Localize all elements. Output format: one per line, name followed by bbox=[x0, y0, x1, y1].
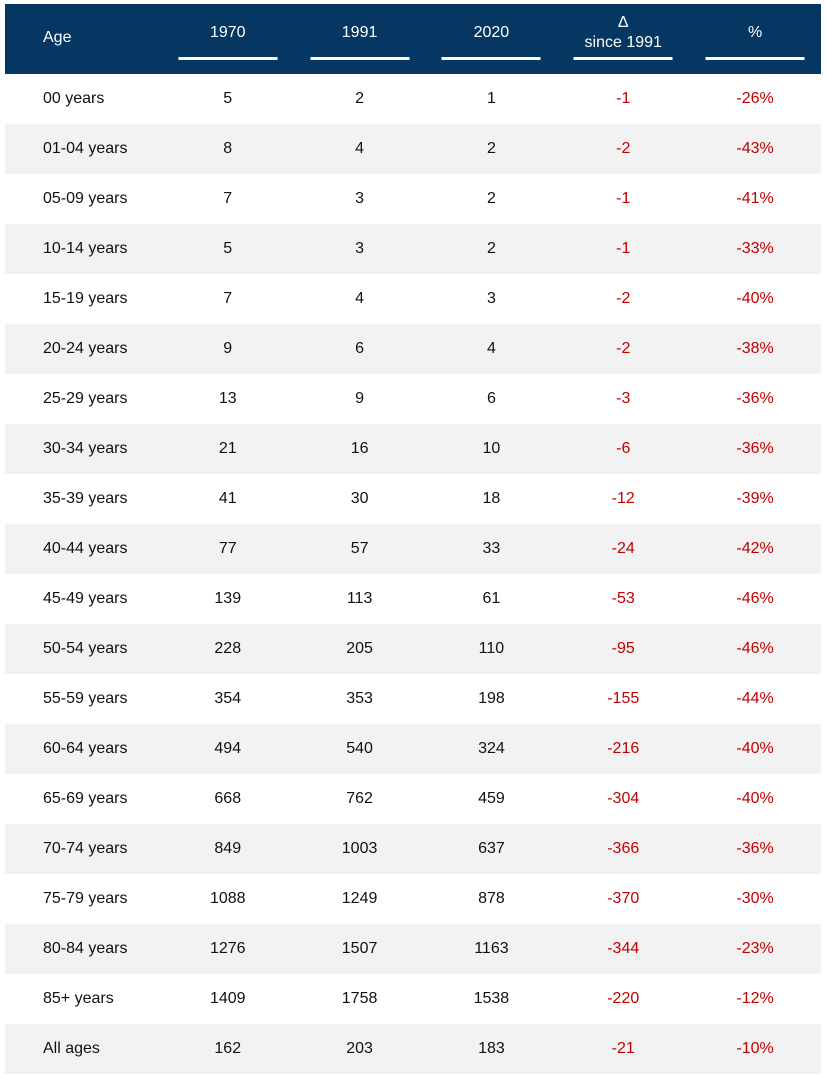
cell-percent: -36% bbox=[736, 840, 774, 857]
cell-1970: 228 bbox=[214, 640, 242, 657]
cell-delta: -53 bbox=[611, 590, 635, 607]
cell-1991: 2 bbox=[355, 90, 365, 107]
cell-age: 80-84 years bbox=[43, 940, 128, 957]
cell-delta: -155 bbox=[607, 690, 640, 707]
cell-percent: -40% bbox=[736, 790, 774, 807]
delta-symbol: Δ bbox=[617, 14, 629, 31]
cell-1991: 3 bbox=[355, 190, 365, 207]
cell-2020: 1163 bbox=[474, 940, 509, 957]
table-body bbox=[5, 74, 821, 1074]
cell-percent: -10% bbox=[736, 1040, 774, 1057]
cell-1970: 5 bbox=[223, 240, 233, 257]
header-age: Age bbox=[43, 29, 72, 46]
cell-1991: 1507 bbox=[341, 940, 378, 957]
cell-1991: 4 bbox=[355, 140, 365, 157]
table-row bbox=[5, 324, 821, 374]
table-row bbox=[5, 74, 821, 124]
cell-age: 20-24 years bbox=[43, 340, 128, 357]
cell-1991: 353 bbox=[346, 690, 373, 707]
cell-1991: 1003 bbox=[341, 840, 378, 857]
mortality-table bbox=[5, 4, 821, 1074]
cell-1970: 668 bbox=[214, 790, 242, 807]
cell-2020: 6 bbox=[486, 390, 496, 407]
cell-delta: -216 bbox=[607, 740, 640, 757]
cell-percent: -43% bbox=[736, 140, 774, 157]
cell-delta: -1 bbox=[616, 190, 631, 207]
header-2020: 2020 bbox=[426, 4, 558, 74]
cell-delta: -1 bbox=[616, 90, 631, 107]
cell-delta: -6 bbox=[616, 440, 631, 457]
cell-1991: 1249 bbox=[341, 890, 378, 907]
cell-age: 25-29 years bbox=[43, 390, 128, 407]
table-row bbox=[5, 524, 821, 574]
cell-1991: 16 bbox=[350, 440, 369, 457]
cell-2020: 10 bbox=[482, 440, 501, 457]
cell-age: 70-74 years bbox=[43, 840, 128, 857]
cell-2020: 61 bbox=[482, 590, 501, 607]
delta-since-label: since 1991 bbox=[584, 34, 662, 51]
cell-1970: 849 bbox=[214, 840, 242, 857]
cell-1991: 540 bbox=[346, 740, 373, 757]
cell-1970: 1276 bbox=[209, 940, 246, 957]
cell-percent: -41% bbox=[736, 190, 774, 207]
cell-age: 40-44 years bbox=[43, 540, 128, 557]
cell-1991: 1758 bbox=[341, 990, 378, 1007]
table-row bbox=[5, 274, 821, 324]
cell-age: All ages bbox=[43, 1040, 100, 1057]
cell-1991: 6 bbox=[355, 340, 365, 357]
cell-1970: 77 bbox=[218, 540, 237, 557]
table-row bbox=[5, 774, 821, 824]
cell-delta: -2 bbox=[616, 340, 631, 357]
table-row bbox=[5, 824, 821, 874]
cell-2020: 2 bbox=[486, 190, 496, 207]
cell-delta: -370 bbox=[607, 890, 640, 907]
table-row bbox=[5, 424, 821, 474]
cell-percent: -26% bbox=[736, 90, 774, 107]
cell-delta: -2 bbox=[616, 290, 631, 307]
cell-delta: -344 bbox=[607, 940, 640, 957]
table-row bbox=[5, 174, 821, 224]
cell-age: 10-14 years bbox=[43, 240, 128, 257]
cell-age: 55-59 years bbox=[43, 690, 128, 707]
cell-percent: -46% bbox=[736, 590, 774, 607]
cell-percent: -38% bbox=[736, 340, 774, 357]
cell-age: 75-79 years bbox=[43, 890, 128, 907]
cell-1970: 139 bbox=[214, 590, 242, 607]
table-row bbox=[5, 474, 821, 524]
cell-age: 85+ years bbox=[43, 990, 114, 1007]
cell-age: 45-49 years bbox=[43, 590, 128, 607]
cell-2020: 4 bbox=[486, 340, 496, 357]
cell-delta: -24 bbox=[611, 540, 635, 557]
cell-2020: 18 bbox=[482, 490, 501, 507]
cell-delta: -220 bbox=[607, 990, 640, 1007]
cell-1991: 113 bbox=[346, 590, 373, 607]
table-header bbox=[5, 4, 821, 74]
cell-2020: 324 bbox=[478, 740, 505, 757]
cell-1970: 9 bbox=[223, 340, 233, 357]
table-row bbox=[5, 974, 821, 1024]
header-1991: 1991 bbox=[294, 4, 426, 74]
cell-1991: 30 bbox=[350, 490, 369, 507]
cell-1991: 57 bbox=[350, 540, 369, 557]
cell-2020: 878 bbox=[478, 890, 505, 907]
table-row bbox=[5, 1024, 821, 1074]
cell-1970: 41 bbox=[218, 490, 237, 507]
cell-1970: 1088 bbox=[209, 890, 246, 907]
table-row bbox=[5, 374, 821, 424]
cell-1991: 762 bbox=[346, 790, 373, 807]
cell-1970: 8 bbox=[223, 140, 233, 157]
cell-2020: 1538 bbox=[473, 990, 510, 1007]
cell-percent: -40% bbox=[736, 290, 774, 307]
cell-percent: -42% bbox=[736, 540, 774, 557]
cell-1991: 3 bbox=[355, 240, 365, 257]
table-row bbox=[5, 624, 821, 674]
cell-percent: -12% bbox=[736, 990, 774, 1007]
cell-1970: 494 bbox=[214, 740, 242, 757]
cell-percent: -39% bbox=[736, 490, 774, 507]
header-percent: % bbox=[689, 4, 821, 74]
cell-delta: -21 bbox=[611, 1040, 635, 1057]
table-row bbox=[5, 874, 821, 924]
cell-1970: 162 bbox=[214, 1040, 242, 1057]
cell-delta: -366 bbox=[607, 840, 640, 857]
cell-delta: -95 bbox=[611, 640, 635, 657]
table-row bbox=[5, 924, 821, 974]
header-delta bbox=[557, 4, 689, 74]
cell-2020: 2 bbox=[486, 240, 496, 257]
cell-2020: 110 bbox=[478, 640, 505, 657]
cell-1970: 354 bbox=[214, 690, 242, 707]
cell-1970: 21 bbox=[218, 440, 237, 457]
cell-2020: 33 bbox=[482, 540, 501, 557]
cell-2020: 183 bbox=[478, 1040, 505, 1057]
cell-2020: 1 bbox=[486, 90, 496, 107]
cell-1970: 7 bbox=[223, 190, 233, 207]
cell-percent: -36% bbox=[736, 440, 774, 457]
cell-1970: 1409 bbox=[209, 990, 246, 1007]
cell-age: 30-34 years bbox=[43, 440, 128, 457]
cell-percent: -23% bbox=[736, 940, 774, 957]
table-row bbox=[5, 724, 821, 774]
cell-2020: 2 bbox=[486, 140, 496, 157]
table-row bbox=[5, 574, 821, 624]
cell-1970: 5 bbox=[223, 90, 233, 107]
cell-2020: 637 bbox=[478, 840, 505, 857]
cell-1970: 7 bbox=[223, 290, 233, 307]
cell-delta: -12 bbox=[611, 490, 635, 507]
cell-age: 60-64 years bbox=[43, 740, 128, 757]
cell-percent: -44% bbox=[736, 690, 774, 707]
cell-delta: -304 bbox=[607, 790, 640, 807]
header-1970: 1970 bbox=[162, 4, 294, 74]
cell-percent: -33% bbox=[736, 240, 774, 257]
cell-delta: -2 bbox=[616, 140, 631, 157]
cell-1991: 9 bbox=[355, 390, 365, 407]
cell-percent: -30% bbox=[736, 890, 774, 907]
cell-2020: 198 bbox=[478, 690, 505, 707]
cell-age: 35-39 years bbox=[43, 490, 128, 507]
cell-percent: -46% bbox=[736, 640, 774, 657]
table-row bbox=[5, 674, 821, 724]
cell-2020: 3 bbox=[486, 290, 496, 307]
cell-delta: -3 bbox=[616, 390, 631, 407]
cell-1991: 4 bbox=[355, 290, 365, 307]
table-row bbox=[5, 124, 821, 174]
cell-age: 05-09 years bbox=[43, 190, 128, 207]
cell-1970: 13 bbox=[218, 390, 237, 407]
cell-percent: -40% bbox=[736, 740, 774, 757]
cell-age: 01-04 years bbox=[43, 140, 128, 157]
cell-2020: 459 bbox=[478, 790, 505, 807]
cell-age: 15-19 years bbox=[43, 290, 128, 307]
cell-1991: 205 bbox=[346, 640, 373, 657]
cell-delta: -1 bbox=[616, 240, 631, 257]
cell-age: 65-69 years bbox=[43, 790, 128, 807]
cell-percent: -36% bbox=[736, 390, 774, 407]
cell-1991: 203 bbox=[346, 1040, 373, 1057]
cell-age: 00 years bbox=[43, 90, 105, 107]
table-row bbox=[5, 224, 821, 274]
cell-age: 50-54 years bbox=[43, 640, 128, 657]
